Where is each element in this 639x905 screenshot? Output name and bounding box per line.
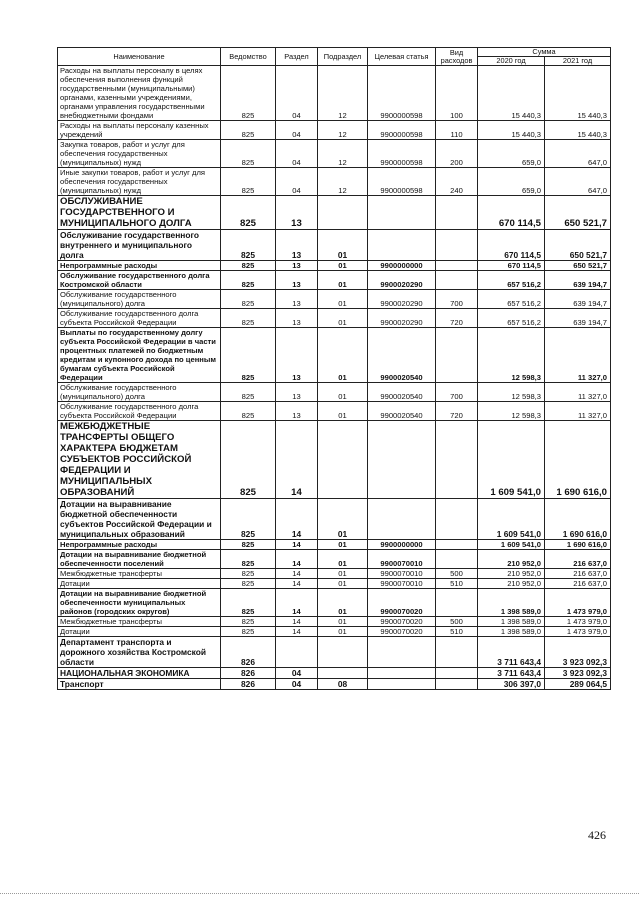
- row-sum-2021: 3 923 092,3: [545, 637, 611, 668]
- row-subsection: 01: [318, 230, 368, 261]
- row-subsection: 08: [318, 679, 368, 690]
- row-sum-2020: 659,0: [478, 140, 545, 168]
- row-section: 14: [276, 540, 318, 550]
- header-year-2021: 2021 год: [545, 57, 611, 66]
- row-target: 9900070020: [368, 627, 436, 637]
- row-dept: 825: [221, 196, 276, 230]
- row-sum-2021: 216 637,0: [545, 579, 611, 589]
- row-dept: 826: [221, 668, 276, 679]
- row-dept: 825: [221, 499, 276, 540]
- row-dept: 825: [221, 589, 276, 617]
- row-sum-2020: 15 440,3: [478, 121, 545, 140]
- row-dept: 825: [221, 402, 276, 421]
- row-sum-2020: 657 516,2: [478, 309, 545, 328]
- row-target: 9900070010: [368, 550, 436, 569]
- row-dept: 825: [221, 540, 276, 550]
- row-section: 04: [276, 140, 318, 168]
- table-row: [58, 499, 611, 540]
- row-dept: 825: [221, 168, 276, 196]
- row-section: 13: [276, 328, 318, 383]
- row-sum-2020: 12 598,3: [478, 402, 545, 421]
- row-name: Обслуживание государственного долга субъекта Российской Федерации: [58, 309, 221, 328]
- row-sum-2021: 3 923 092,3: [545, 668, 611, 679]
- table-row: [58, 637, 611, 668]
- row-subsection: 01: [318, 402, 368, 421]
- table-row: [58, 589, 611, 617]
- row-subsection: 01: [318, 540, 368, 550]
- row-target: [368, 230, 436, 261]
- row-subsection: [318, 196, 368, 230]
- row-sum-2021: 15 440,3: [545, 66, 611, 121]
- row-dept: 825: [221, 617, 276, 627]
- row-kind: [436, 499, 478, 540]
- row-subsection: 12: [318, 121, 368, 140]
- bottom-divider: [0, 893, 639, 894]
- row-target: [368, 499, 436, 540]
- row-name: Выплаты по государственному долгу субъекта Российской Федерации в части процентных платежей по бюджетным кредитам и купонного дохода по ценным бумагам субъекта Российской Федерации: [58, 328, 221, 383]
- row-kind: [436, 261, 478, 271]
- row-name: Департамент транспорта и дорожного хозяйства Костромской области: [58, 637, 221, 668]
- row-sum-2020: 3 711 643,4: [478, 637, 545, 668]
- row-subsection: [318, 421, 368, 499]
- row-sum-2020: 670 114,5: [478, 230, 545, 261]
- row-section: 14: [276, 627, 318, 637]
- row-dept: 825: [221, 627, 276, 637]
- row-name: Обслуживание государственного долга субъекта Российской Федерации: [58, 402, 221, 421]
- row-sum-2020: 15 440,3: [478, 66, 545, 121]
- row-sum-2020: 670 114,5: [478, 261, 545, 271]
- table-header: [58, 48, 611, 66]
- row-kind: 720: [436, 402, 478, 421]
- row-dept: 825: [221, 121, 276, 140]
- row-subsection: 01: [318, 499, 368, 540]
- row-target: 9900020290: [368, 290, 436, 309]
- row-subsection: 01: [318, 328, 368, 383]
- row-dept: 825: [221, 261, 276, 271]
- table-row: [58, 290, 611, 309]
- table-row: [58, 121, 611, 140]
- row-kind: 700: [436, 290, 478, 309]
- table-row: [58, 627, 611, 637]
- row-section: 14: [276, 421, 318, 499]
- row-target: 9900070020: [368, 589, 436, 617]
- row-sum-2021: 647,0: [545, 168, 611, 196]
- row-dept: 825: [221, 230, 276, 261]
- table-row: [58, 579, 611, 589]
- row-dept: 825: [221, 66, 276, 121]
- row-name: Непрограммные расходы: [58, 540, 221, 550]
- row-dept: 825: [221, 271, 276, 290]
- row-target: 9900020540: [368, 328, 436, 383]
- table-row: [58, 540, 611, 550]
- row-sum-2021: 11 327,0: [545, 383, 611, 402]
- table-row: [58, 617, 611, 627]
- row-target: [368, 637, 436, 668]
- table-row: [58, 261, 611, 271]
- row-subsection: 12: [318, 140, 368, 168]
- budget-table: [57, 47, 611, 690]
- row-sum-2020: 210 952,0: [478, 579, 545, 589]
- row-subsection: 01: [318, 261, 368, 271]
- row-kind: [436, 550, 478, 569]
- row-sum-2021: 639 194,7: [545, 309, 611, 328]
- row-section: 14: [276, 589, 318, 617]
- row-sum-2020: 1 398 589,0: [478, 589, 545, 617]
- row-name: Расходы на выплаты персоналу казенных учреждений: [58, 121, 221, 140]
- row-section: [276, 637, 318, 668]
- row-name: Расходы на выплаты персоналу в целях обеспечения выполнения функций государственными (муниципальными) органами, казенными учреждениями, органами управления государственными внебюджетными фондами: [58, 66, 221, 121]
- row-kind: 720: [436, 309, 478, 328]
- row-name: Дотации: [58, 627, 221, 637]
- header-subsection: Подраздел: [318, 48, 368, 66]
- row-sum-2020: 1 609 541,0: [478, 499, 545, 540]
- table-body: [58, 66, 611, 690]
- row-sum-2021: 639 194,7: [545, 271, 611, 290]
- row-sum-2020: 210 952,0: [478, 550, 545, 569]
- header-section: Раздел: [276, 48, 318, 66]
- row-name: Непрограммные расходы: [58, 261, 221, 271]
- row-dept: 825: [221, 421, 276, 499]
- row-dept: 825: [221, 579, 276, 589]
- row-kind: 200: [436, 140, 478, 168]
- row-sum-2020: 657 516,2: [478, 271, 545, 290]
- page-number: 426: [588, 828, 606, 842]
- row-sum-2021: 639 194,7: [545, 290, 611, 309]
- row-kind: 510: [436, 627, 478, 637]
- row-name: Обслуживание государственного (муниципального) долга: [58, 383, 221, 402]
- row-kind: 240: [436, 168, 478, 196]
- row-name: Обслуживание государственного внутреннего и муниципального долга: [58, 230, 221, 261]
- row-sum-2021: 650 521,7: [545, 196, 611, 230]
- table-row: [58, 309, 611, 328]
- row-sum-2020: 670 114,5: [478, 196, 545, 230]
- row-section: 13: [276, 230, 318, 261]
- row-kind: [436, 589, 478, 617]
- row-section: 14: [276, 499, 318, 540]
- row-target: 9900020540: [368, 383, 436, 402]
- row-dept: 826: [221, 637, 276, 668]
- row-subsection: 01: [318, 579, 368, 589]
- row-section: 14: [276, 617, 318, 627]
- row-kind: 100: [436, 66, 478, 121]
- row-kind: [436, 196, 478, 230]
- row-dept: 825: [221, 290, 276, 309]
- table-row: [58, 196, 611, 230]
- row-kind: [436, 328, 478, 383]
- row-name: Дотации на выравнивание бюджетной обеспеченности муниципальных районов (городских округов): [58, 589, 221, 617]
- row-target: 9900000598: [368, 66, 436, 121]
- header-year-2020: 2020 год: [478, 57, 545, 66]
- row-dept: 825: [221, 569, 276, 579]
- table-row: [58, 679, 611, 690]
- row-section: 14: [276, 579, 318, 589]
- row-kind: [436, 679, 478, 690]
- row-subsection: 01: [318, 383, 368, 402]
- header-name: Наименование: [58, 48, 221, 66]
- row-kind: 110: [436, 121, 478, 140]
- row-sum-2020: 1 609 541,0: [478, 540, 545, 550]
- row-kind: 700: [436, 383, 478, 402]
- row-sum-2021: 1 473 979,0: [545, 617, 611, 627]
- row-name: МЕЖБЮДЖЕТНЫЕ ТРАНСФЕРТЫ ОБЩЕГО ХАРАКТЕРА БЮДЖЕТАМ СУБЪЕКТОВ РОССИЙСКОЙ ФЕДЕРАЦИИ И МУНИЦИПАЛЬНЫХ ОБРАЗОВАНИЙ: [58, 421, 221, 499]
- row-kind: [436, 271, 478, 290]
- row-section: 04: [276, 66, 318, 121]
- row-name: Транспорт: [58, 679, 221, 690]
- row-target: 9900000000: [368, 261, 436, 271]
- row-kind: [436, 668, 478, 679]
- row-dept: 825: [221, 328, 276, 383]
- row-sum-2021: 1 690 616,0: [545, 421, 611, 499]
- row-name: Иные закупки товаров, работ и услуг для обеспечения государственных (муниципальных) нужд: [58, 168, 221, 196]
- row-kind: [436, 421, 478, 499]
- row-sum-2021: 1 473 979,0: [545, 589, 611, 617]
- row-section: 04: [276, 668, 318, 679]
- row-target: 9900020540: [368, 402, 436, 421]
- row-sum-2021: 647,0: [545, 140, 611, 168]
- row-target: 9900070010: [368, 569, 436, 579]
- row-sum-2020: 1 609 541,0: [478, 421, 545, 499]
- row-name: Обслуживание государственного долга Костромской области: [58, 271, 221, 290]
- row-dept: 825: [221, 383, 276, 402]
- row-section: 13: [276, 196, 318, 230]
- row-subsection: [318, 668, 368, 679]
- row-sum-2020: 1 398 589,0: [478, 617, 545, 627]
- row-name: Дотации: [58, 579, 221, 589]
- row-target: 9900070010: [368, 579, 436, 589]
- row-kind: 500: [436, 569, 478, 579]
- row-subsection: 12: [318, 168, 368, 196]
- row-target: 9900020290: [368, 271, 436, 290]
- row-sum-2020: 12 598,3: [478, 328, 545, 383]
- row-name: Дотации на выравнивание бюджетной обеспеченности поселений: [58, 550, 221, 569]
- row-subsection: 01: [318, 271, 368, 290]
- row-name: Межбюджетные трансферты: [58, 617, 221, 627]
- row-kind: [436, 540, 478, 550]
- row-target: 9900000598: [368, 168, 436, 196]
- row-target: 9900070020: [368, 617, 436, 627]
- row-target: [368, 679, 436, 690]
- row-target: 9900020290: [368, 309, 436, 328]
- row-kind: 500: [436, 617, 478, 627]
- row-section: 14: [276, 569, 318, 579]
- row-subsection: 01: [318, 309, 368, 328]
- row-name: Обслуживание государственного (муниципального) долга: [58, 290, 221, 309]
- row-subsection: 01: [318, 569, 368, 579]
- table-row: [58, 421, 611, 499]
- row-sum-2021: 216 637,0: [545, 569, 611, 579]
- header-kind: Вид расходов: [436, 48, 478, 66]
- row-subsection: 12: [318, 66, 368, 121]
- row-sum-2020: 3 711 643,4: [478, 668, 545, 679]
- row-sum-2020: 306 397,0: [478, 679, 545, 690]
- table-row: [58, 569, 611, 579]
- row-sum-2020: 659,0: [478, 168, 545, 196]
- row-sum-2021: 216 637,0: [545, 550, 611, 569]
- row-target: 9900000598: [368, 140, 436, 168]
- row-sum-2021: 289 064,5: [545, 679, 611, 690]
- row-dept: 826: [221, 679, 276, 690]
- row-section: 13: [276, 383, 318, 402]
- row-sum-2021: 1 690 616,0: [545, 499, 611, 540]
- row-name: Межбюджетные трансферты: [58, 569, 221, 579]
- table-row: [58, 550, 611, 569]
- row-section: 13: [276, 290, 318, 309]
- row-target: 9900000598: [368, 121, 436, 140]
- row-section: 04: [276, 121, 318, 140]
- row-section: 04: [276, 679, 318, 690]
- table-row: [58, 168, 611, 196]
- row-target: [368, 421, 436, 499]
- table-row: [58, 402, 611, 421]
- row-subsection: 01: [318, 589, 368, 617]
- table-row: [58, 140, 611, 168]
- row-subsection: 01: [318, 617, 368, 627]
- row-name: Закупка товаров, работ и услуг для обеспечения государственных (муниципальных) нужд: [58, 140, 221, 168]
- row-dept: 825: [221, 309, 276, 328]
- row-sum-2020: 657 516,2: [478, 290, 545, 309]
- row-kind: [436, 637, 478, 668]
- row-sum-2021: 15 440,3: [545, 121, 611, 140]
- row-sum-2021: 1 690 616,0: [545, 540, 611, 550]
- header-target: Целевая статья: [368, 48, 436, 66]
- row-section: 13: [276, 309, 318, 328]
- row-name: Дотации на выравнивание бюджетной обеспеченности субъектов Российской Федерации и муниципальных образований: [58, 499, 221, 540]
- row-sum-2020: 1 398 589,0: [478, 627, 545, 637]
- header-sum: Сумма: [478, 48, 611, 57]
- row-name: ОБСЛУЖИВАНИЕ ГОСУДАРСТВЕННОГО И МУНИЦИПАЛЬНОГО ДОЛГА: [58, 196, 221, 230]
- row-sum-2021: 11 327,0: [545, 328, 611, 383]
- row-sum-2021: 11 327,0: [545, 402, 611, 421]
- table-row: [58, 383, 611, 402]
- row-kind: [436, 230, 478, 261]
- row-target: [368, 196, 436, 230]
- row-subsection: 01: [318, 550, 368, 569]
- row-subsection: 01: [318, 627, 368, 637]
- row-dept: 825: [221, 550, 276, 569]
- row-subsection: [318, 637, 368, 668]
- row-section: 13: [276, 402, 318, 421]
- table-row: [58, 328, 611, 383]
- row-section: 13: [276, 271, 318, 290]
- header-dept: Ведомство: [221, 48, 276, 66]
- row-dept: 825: [221, 140, 276, 168]
- row-sum-2021: 1 473 979,0: [545, 627, 611, 637]
- row-sum-2020: 210 952,0: [478, 569, 545, 579]
- table-row: [58, 230, 611, 261]
- table-row: [58, 271, 611, 290]
- row-sum-2021: 650 521,7: [545, 261, 611, 271]
- row-sum-2021: 650 521,7: [545, 230, 611, 261]
- row-target: 9900000000: [368, 540, 436, 550]
- table-row: [58, 66, 611, 121]
- row-section: 14: [276, 550, 318, 569]
- row-section: 13: [276, 261, 318, 271]
- row-sum-2020: 12 598,3: [478, 383, 545, 402]
- row-target: [368, 668, 436, 679]
- row-name: НАЦИОНАЛЬНАЯ ЭКОНОМИКА: [58, 668, 221, 679]
- row-subsection: 01: [318, 290, 368, 309]
- row-kind: 510: [436, 579, 478, 589]
- table-row: [58, 668, 611, 679]
- row-section: 04: [276, 168, 318, 196]
